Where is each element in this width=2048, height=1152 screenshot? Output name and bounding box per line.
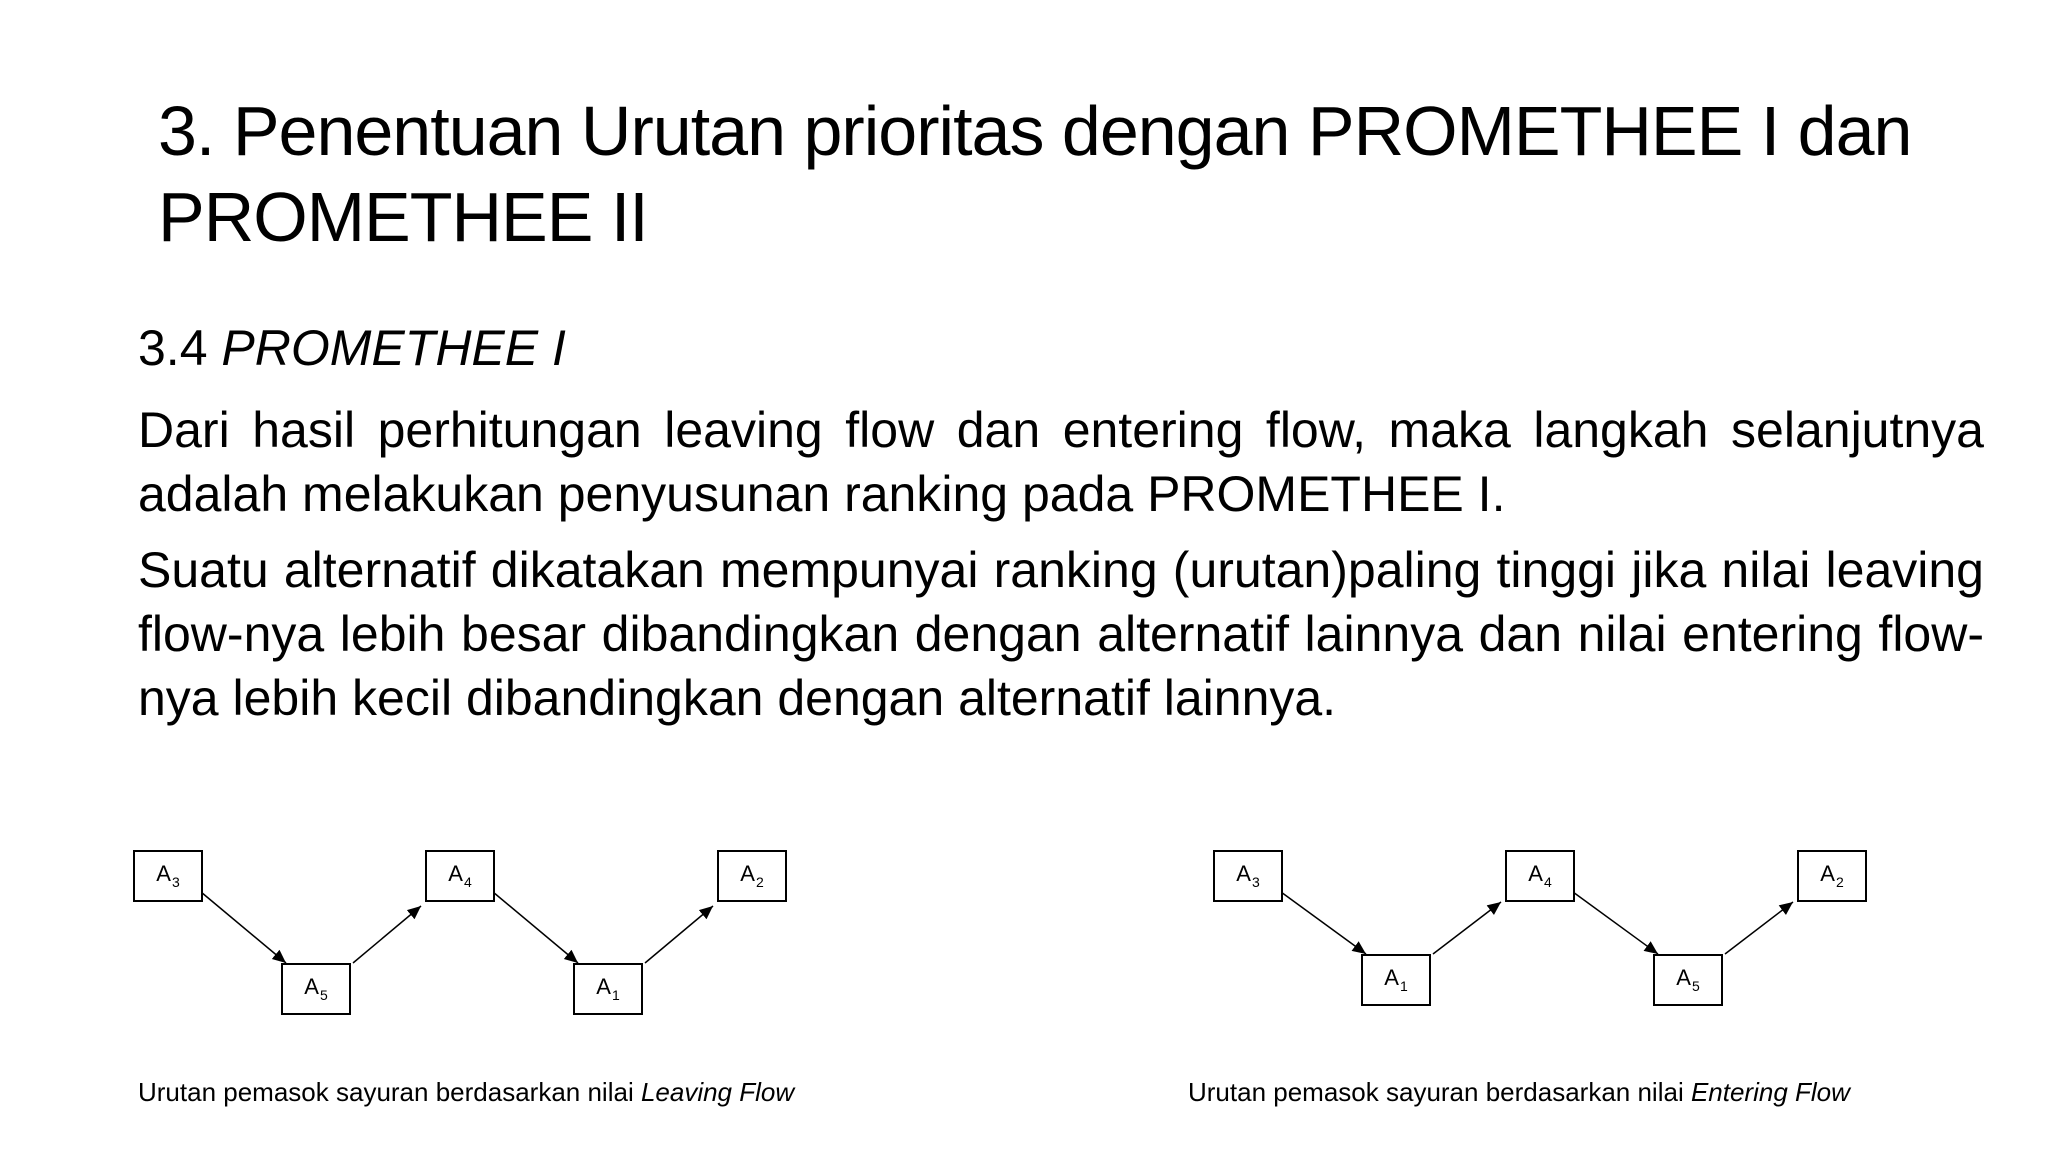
node-box [133,850,203,902]
node-box [717,850,787,902]
slide-body [138,316,1984,742]
node-subscript: 1 [611,987,620,1003]
arrow-4 [1725,902,1793,954]
node-letter: A [304,974,319,999]
node-subscript: 5 [319,987,328,1003]
node-letter: A [448,861,463,886]
node-box [1653,954,1723,1006]
caption-text: Urutan pemasok sayuran berdasarkan nilai [138,1077,641,1107]
node-letter: A [596,974,611,999]
node-letter: A [1384,965,1399,990]
node-box [1361,954,1431,1006]
paragraph-1: Dari hasil perhitungan leaving flow dan entering flow, maka langkah selanjutnya adalah melakukan penyusunan ranking pada PROMETHEE I. [138,402,1984,522]
node-box [425,850,495,902]
node-subscript: 4 [463,874,472,890]
caption-text: Urutan pemasok sayuran berdasarkan nilai [1188,1077,1691,1107]
entering-flow-diagram [1208,840,1908,1040]
arrow-1 [201,892,286,963]
section-name: PROMETHEE I [221,320,566,376]
node-letter: A [1528,861,1543,886]
node-subscript: 3 [171,874,180,890]
arrow-2 [1433,902,1501,954]
node-subscript: 4 [1543,874,1552,890]
node-letter: A [156,861,171,886]
slide-title-line-1: 3. Penentuan Urutan prioritas dengan PROMETHEE I dan [158,92,1912,170]
caption-italic: Leaving Flow [640,1077,795,1107]
node-box [281,963,351,1015]
node-subscript: 2 [1835,874,1844,890]
node-letter: A [1236,861,1251,886]
slide-title-line-2: PROMETHEE II [158,178,648,256]
node-box [1797,850,1867,902]
node-letter: A [1820,861,1835,886]
section-number: 3.4 [138,320,208,376]
node-box [1505,850,1575,902]
slide-title [158,88,1958,260]
arrow-1 [1281,892,1366,954]
paragraph-2: Suatu alternatif dikatakan mempunyai ranking (urutan)paling tinggi jika nilai leaving flow-nya lebih besar dibandingkan dengan alternatif lainnya dan nilai entering flow-nya lebih kecil dibandingkan dengan alternatif lainnya. [138,542,1984,726]
node-subscript: 1 [1399,978,1408,994]
node-letter: A [1676,965,1691,990]
leaving-flow-caption [138,1076,794,1108]
node-subscript: 2 [755,874,764,890]
node-box [1213,850,1283,902]
arrow-3 [1573,892,1658,954]
arrow-4 [645,906,713,963]
entering-flow-caption [1188,1076,1850,1108]
arrow-3 [493,892,578,963]
node-letter: A [740,861,755,886]
node-subscript: 5 [1691,978,1700,994]
arrow-2 [353,906,421,963]
node-subscript: 3 [1251,874,1260,890]
caption-italic: Entering Flow [1690,1077,1850,1107]
section-subheading [138,316,1984,380]
leaving-flow-diagram [128,840,828,1040]
node-box [573,963,643,1015]
